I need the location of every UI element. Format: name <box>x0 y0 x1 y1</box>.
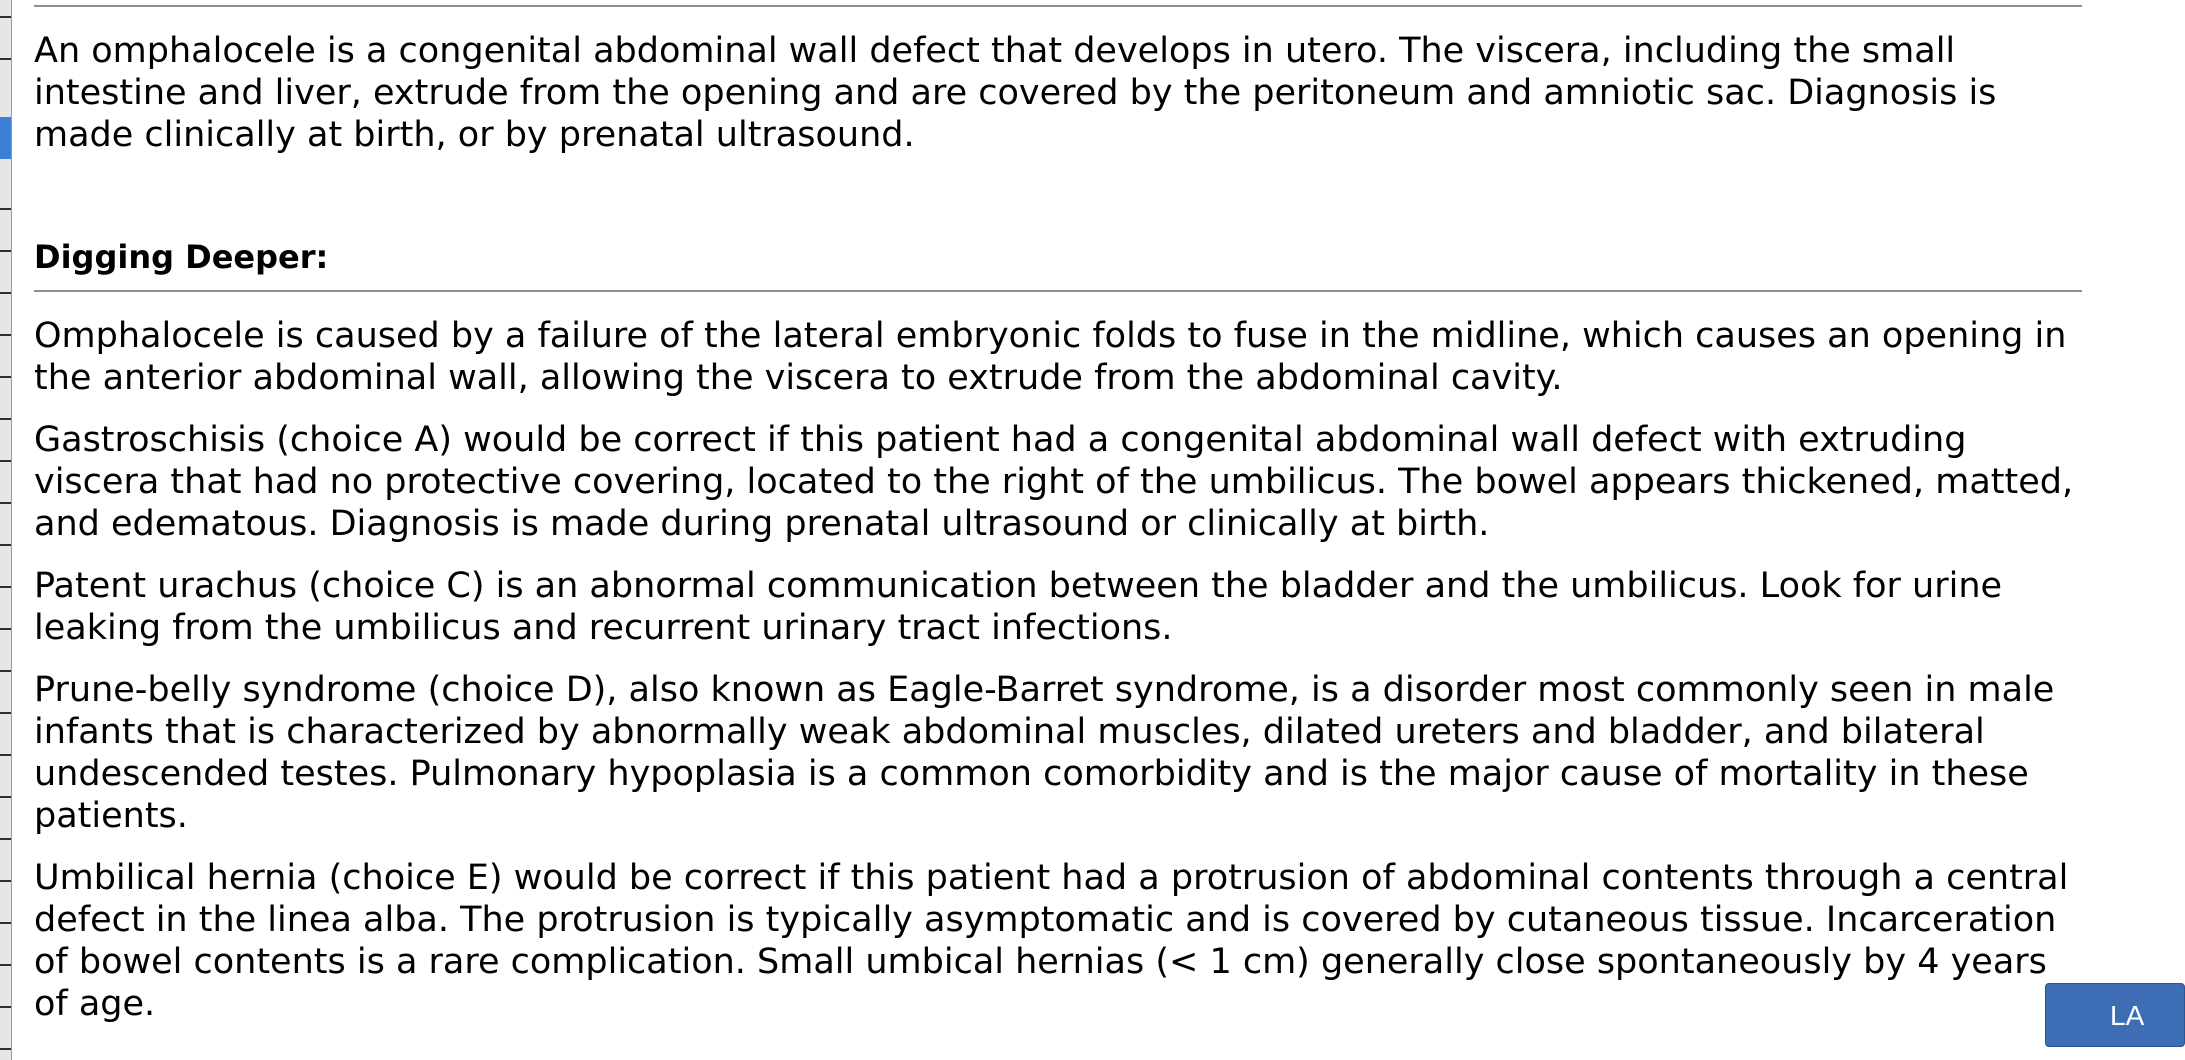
question-nav-tick[interactable] <box>0 964 11 966</box>
question-nav-tick[interactable] <box>0 628 11 630</box>
question-nav-tick[interactable] <box>0 292 11 294</box>
question-nav-tick[interactable] <box>0 712 11 714</box>
digging-deeper-heading: Digging Deeper: <box>34 238 329 276</box>
question-nav-tick[interactable] <box>0 418 11 420</box>
question-nav-tick[interactable] <box>0 460 11 462</box>
question-nav-current[interactable] <box>0 117 11 159</box>
question-nav-tick[interactable] <box>0 880 11 882</box>
question-nav-tick[interactable] <box>0 334 11 336</box>
question-nav-tick[interactable] <box>0 544 11 546</box>
question-nav-strip[interactable] <box>0 0 12 1060</box>
explanation-paragraph-omphalocele: Omphalocele is caused by a failure of the lateral embryonic folds to fuse in the midline, which causes an opening in the anterior abdominal wall, allowing the viscera to extrude from the abdominal cavity. <box>34 316 2067 398</box>
question-nav-tick[interactable] <box>0 754 11 756</box>
question-nav-tick[interactable] <box>0 922 11 924</box>
question-nav-tick[interactable] <box>0 250 11 252</box>
question-nav-tick[interactable] <box>0 796 11 798</box>
question-nav-tick[interactable] <box>0 376 11 378</box>
question-nav-tick[interactable] <box>0 16 11 18</box>
top-divider <box>34 5 2082 7</box>
question-nav-tick[interactable] <box>0 1048 11 1050</box>
explanation-summary: An omphalocele is a congenital abdominal wall defect that develops in utero. The viscera, including the small intestine and liver, extrude from the opening and are covered by the peritoneum and amniotic sac. Diagnosis is made clinically at birth, or by prenatal ultrasound. <box>34 31 1997 155</box>
explanation-content <box>34 0 2082 1025</box>
question-nav-tick[interactable] <box>0 208 11 210</box>
explanation-paragraph-choice-e: Umbilical hernia (choice E) would be correct if this patient had a protrusion of abdominal contents through a central defect in the linea alba. The protrusion is typically asymptomatic and is covered by cutaneous tissue. Incarceration of bowel contents is a rare complication. Small umbical hernias (< 1 cm) generally close spontaneously by 4 years of age. <box>34 858 2069 1024</box>
question-nav-tick[interactable] <box>0 502 11 504</box>
explanation-paragraph-choice-c: Patent urachus (choice C) is an abnormal communication between the bladder and the umbilicus. Look for urine leaking from the umbilicus and recurrent urinary tract infections. <box>34 566 2003 648</box>
explanation-paragraph-choice-d: Prune-belly syndrome (choice D), also known as Eagle-Barret syndrome, is a disorder most commonly seen in male infants that is characterized by abnormally weak abdominal muscles, dilated ureters and bladder, and bilateral undescended testes. Pulmonary hypoplasia is a common comorbidity and is the major cause of mortality in these patients. <box>34 670 2055 836</box>
question-nav-tick[interactable] <box>0 1006 11 1008</box>
lab-values-button[interactable]: LA <box>2045 983 2185 1047</box>
question-nav-tick[interactable] <box>0 838 11 840</box>
question-nav-tick[interactable] <box>0 670 11 672</box>
section-divider <box>34 290 2082 292</box>
question-nav-tick[interactable] <box>0 58 11 60</box>
explanation-paragraph-choice-a: Gastroschisis (choice A) would be correct if this patient had a congenital abdominal wall defect with extruding viscera that had no protective covering, located to the right of the umbilicus. The bowel appears thickened, matted, and edematous. Diagnosis is made during prenatal ultrasound or clinically at birth. <box>34 420 2074 544</box>
question-nav-tick[interactable] <box>0 586 11 588</box>
